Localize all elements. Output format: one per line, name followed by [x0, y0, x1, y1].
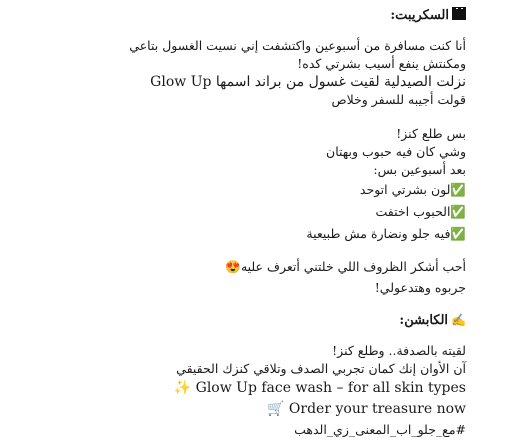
benefit-item: ✅فيه جلو ونضارة مش طبيعية: [306, 226, 466, 241]
script-line: جربوه وهتدعولي!: [374, 280, 466, 295]
caption-line: ✨ Glow Up face wash – for all skin types: [173, 380, 466, 396]
caption-heading: ✍الكابشن:: [399, 313, 466, 328]
script-line: نزلت الصيدلية لقيت غسول من براند اسمها Glow Up: [150, 74, 466, 90]
caption-line: آن الأوان إنك كمان تجربي الصدف وتلاقي كنزك الحقيقي: [176, 361, 466, 376]
script-line: أحب أشكر الظروف اللي خلتني أتعرف عليه😍: [225, 259, 466, 274]
benefit-item: ✅الحبوب اختفت: [375, 204, 466, 219]
writing-hand-icon: ✍: [451, 313, 466, 327]
caption-line: 🛒 Order your treasure now: [267, 401, 466, 417]
clapperboard-icon: [452, 10, 466, 20]
benefit-item: ✅لون بشرتي اتوحد: [359, 182, 466, 197]
script-line: قولت أجيبه للسفر وخلاص: [331, 92, 466, 107]
caption-line: لقيته بالصدفة.. وطلع كنز!: [332, 343, 466, 358]
script-line: بس طلع كنز!: [396, 126, 466, 141]
script-line: بعد أسبوعين بس:: [373, 162, 466, 177]
script-line: ومكنتش ينفع أسيب بشرتي كده!: [297, 56, 466, 71]
script-line: أنا كنت مسافرة من أسبوعين واكتشفت إني نسيت الغسول بتاعي: [129, 38, 466, 53]
script-line: وشي كان فيه حبوب وبهتان: [326, 144, 466, 159]
script-heading: السكريبت:: [390, 8, 466, 24]
hashtag: #مع_جلو_اب_المعنى_زي_الدهب: [294, 422, 466, 437]
